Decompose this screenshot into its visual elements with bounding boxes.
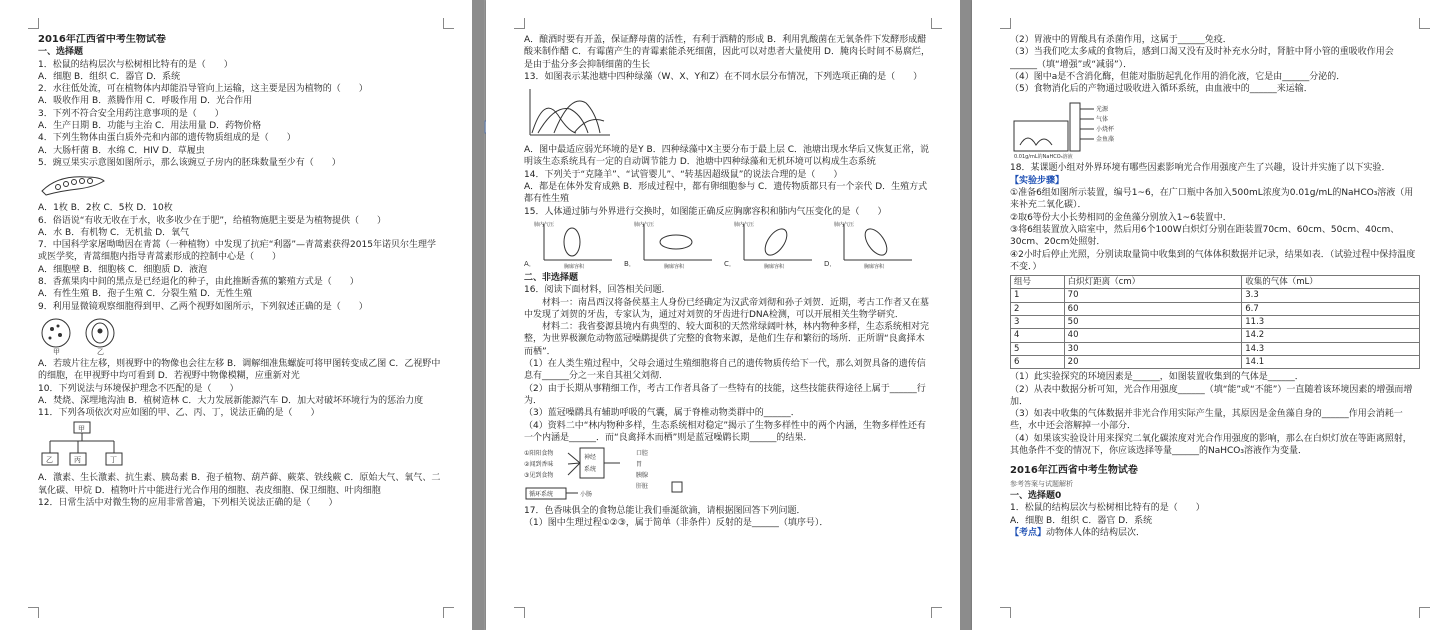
- question-line: 材料二：我省婺源县境内有典型的、较大面积的天然常绿阔叶林，林内物种多样，生态系统相对完整，为世界极濒危动物蓝冠噪鹛提供了完整的食物来源，是他们生存和繁衍的场所．正所谓“良禽择木而栖”．: [524, 322, 930, 357]
- table-cell: 60: [1064, 302, 1242, 315]
- table-cell: 4: [1011, 329, 1065, 342]
- page-corner-mark: [1000, 18, 1011, 29]
- page-corner-mark: [443, 607, 454, 618]
- question-line: 10．下列说法与环境保护理念不匹配的是（ ）: [38, 383, 239, 394]
- svg-text:小烧杯: 小烧杯: [1096, 126, 1115, 134]
- question-line: 16．阅读下面材料，回答相关问题．: [524, 285, 671, 296]
- table-cell: 70: [1064, 289, 1242, 302]
- question-line: A．大肠杆菌 B．水绵 C．HIV D．草履虫: [38, 145, 205, 156]
- question-line: 9．利用显微镜观察细胞得到甲、乙两个视野如图所示，下列叙述正确的是（ ）: [38, 301, 368, 312]
- question-line: ④2小时后停止光照，分别读取量筒中收集到的气体体积数据并记录，结果如表．（试验过程中保持温度不变．）: [1010, 249, 1416, 272]
- svg-text:小肠: 小肠: [580, 491, 593, 499]
- svg-text:胰腺: 胰腺: [636, 472, 649, 480]
- svg-text:②闻到香味: ②闻到香味: [524, 461, 554, 469]
- svg-text:肺内气压: 肺内气压: [634, 221, 655, 228]
- table-cell: 20: [1064, 355, 1242, 368]
- svg-text:胸廓容积: 胸廓容积: [664, 263, 685, 270]
- graph-option-a: [524, 220, 616, 270]
- question-line: A．有性生殖 B．孢子生殖 C．分裂生殖 D．无性生殖: [38, 289, 253, 300]
- question-line: （1）此实验探究的环境因素是______，如图装置收集到的气体是______．: [1010, 372, 1304, 383]
- table-cell: 14.3: [1242, 342, 1420, 355]
- question-line: （4）资料二中“林内物种多样，生态系统相对稳定”揭示了生物多样性中的两个内涵，生物多样性还有一个内涵是______．而“良禽择木而栖”则是蓝冠噪鹛长期______的结果．: [524, 420, 927, 443]
- section-heading: 一、选择题0: [1010, 490, 1062, 501]
- question-line: （2）由于长期从事精细工作，考古工作者具备了一些特有的技能，这些技能获得途径上属于______行为．: [524, 383, 926, 406]
- table-cell: 1: [1011, 289, 1065, 302]
- svg-text:0.01g/mL的NaHCO₃溶液: 0.01g/mL的NaHCO₃溶液: [1014, 154, 1073, 160]
- tree-node-label: 丁: [110, 456, 117, 465]
- question-line: 2．水往低处流，可在植物体内却能沿导管向上运输，这主要是因为植物的（ ）: [38, 84, 368, 95]
- question-line: A．都是在体外发育成熟 B．形成过程中，都有卵细胞参与 C．遗传物质都只有一个亲代 D．生殖方式都有性生殖: [524, 182, 928, 205]
- table-cell: 5: [1011, 342, 1065, 355]
- table-row: [1011, 355, 1420, 368]
- question-line: 15．人体通过肺与外界进行交换时，如图能正确反应胸廓容积和肺内气压变化的是（ ）: [524, 206, 887, 217]
- question-line: 13．如图表示某池塘中四种绿藻（W、X、Y和Z）在不同水层分布情况，下列选项正确的是（ ）: [524, 71, 923, 82]
- svg-text:气体: 气体: [1096, 116, 1109, 124]
- table-cell: 14.1: [1242, 355, 1420, 368]
- question-line: （4）如果该实验设计用来探究二氧化碳浓度对光合作用强度的影响，那么在白炽灯放在等距离照射，其他条件不变的情况下，你应该选择等量______的NaHCO₃溶液作为变量．: [1010, 433, 1412, 457]
- kaodian-line: [1010, 527, 1420, 539]
- svg-text:A．: A．: [524, 259, 536, 268]
- page-corner-mark: [1419, 18, 1430, 29]
- question-line: A．1枚 B．2枚 C．5枚 D．10枚: [38, 203, 173, 214]
- question-line: （2）从表中数据分析可知，光合作用强度______（填“能”或“不能”）一直随着该环境因素的增强而增加．: [1010, 384, 1413, 407]
- question-line: （3）如表中收集的气体数据并非光合作用实际产生量，其原因是金鱼藻自身的______作用会消耗一些，水中还会溶解掉一小部分．: [1010, 409, 1403, 432]
- table-cell: 6.7: [1242, 302, 1420, 315]
- question-line: ①准备6组如图所示装置，编号1~6，在广口瓶中各加入500mL浓度为0.01g/mL的NaHCO₃溶液（用来补充二氧化碳）．: [1010, 188, 1414, 211]
- svg-text:口腔: 口腔: [636, 450, 649, 458]
- table-row: [1011, 329, 1420, 342]
- breathing-graphs: [524, 220, 932, 270]
- question-line: A．水 B．有机物 C．无机盐 D．氧气: [38, 227, 190, 238]
- page-corner-mark: [1419, 607, 1430, 618]
- figure-label: 乙: [97, 347, 104, 355]
- table-cell: 50: [1064, 316, 1242, 329]
- question-line: A．激素、生长激素、抗生素、胰岛素 B．孢子植物、葫芦藓、蕨菜、铁线蕨 C．原始大气、氧气、二氧化碳、甲烷 D．植物叶片中能进行光合作用的细胞、表皮细胞、保卫细胞、叶肉细胞: [38, 473, 441, 496]
- question-line: 17．色香味俱全的食物总能让我们垂涎欲滴，请根据图回答下列问题．: [524, 506, 806, 517]
- experiment-apparatus-figure: [1010, 97, 1420, 159]
- kaodian-tag: 【考点】: [1010, 527, 1047, 538]
- svg-text:循环系统: 循环系统: [529, 491, 554, 499]
- page-corner-mark: [514, 18, 525, 29]
- page-gap: [472, 0, 484, 630]
- page-corner-mark: [1000, 607, 1011, 618]
- page-corner-mark: [28, 18, 39, 29]
- svg-text:系统: 系统: [584, 466, 597, 474]
- tree-node-label: 甲: [78, 425, 85, 434]
- graph-option-c: [724, 220, 816, 270]
- question-line: A．细胞 B．组织 C．器官 D．系统: [38, 71, 181, 82]
- hierarchy-diagram: [38, 421, 444, 469]
- svg-text:肺内气压: 肺内气压: [834, 221, 855, 228]
- question-line: 7．中国科学家屠呦呦因在青蒿（一种植物）中发现了抗疟“利器”—青蒿素获得2015年诺贝尔生理学或医学奖，青蒿细胞内指导青蒿素形成的控制中心是（ ）: [38, 240, 436, 263]
- question-line: ③将6组装置放入暗室中，然后用6个100W白炽灯分别在距装置70cm、60cm、50cm、40cm、30cm、20cm处照射．: [1010, 224, 1400, 248]
- exam-title: 2016年江西省中考生物试卷: [38, 34, 166, 45]
- svg-text:肝脏: 肝脏: [636, 483, 649, 491]
- table-cell: 3: [1011, 316, 1065, 329]
- question-line: （1）图中生理过程①②③，属于简单（非条件）反射的是______（填序号）．: [524, 518, 829, 529]
- question-line: A．细胞壁 B．细胞核 C．细胞质 D．液泡: [38, 264, 208, 275]
- question-line: 1．松鼠的结构层次与松树相比特有的是（ ）: [38, 59, 233, 70]
- table-cell: 14.2: [1242, 329, 1420, 342]
- tree-node-label: 丙: [74, 456, 81, 465]
- document-page-3: [972, 0, 1448, 630]
- svg-text:③见到食物: ③见到食物: [524, 472, 554, 480]
- table-cell: 40: [1064, 329, 1242, 342]
- svg-text:胸廓容积: 胸廓容积: [764, 263, 785, 270]
- digestion-diagram: [524, 446, 932, 502]
- document-page-2: [486, 0, 960, 630]
- question-line: A．吸收作用 B．蒸腾作用 C．呼吸作用 D．光合作用: [38, 96, 253, 107]
- answer-title: 2016年江西省中考生物试卷: [1010, 465, 1138, 477]
- question-line: （3）蓝冠噪鹛具有辅助呼吸的气囊，属于脊椎动物类群中的______．: [524, 408, 800, 419]
- table-cell: 11.3: [1242, 316, 1420, 329]
- question-line: A．焚烧、深埋地沟油 B．植树造林 C．大力发展新能源汽车 D．加大对破坏环境行为的惩治力度: [38, 395, 424, 406]
- table-row: [1011, 302, 1420, 315]
- page-corner-mark: [28, 607, 39, 618]
- figure-label: 甲: [53, 347, 60, 355]
- svg-text:肺内气压: 肺内气压: [534, 221, 555, 228]
- algae-distribution-figure: [524, 85, 932, 141]
- table-row: [1011, 289, 1420, 302]
- table-cell: 3.3: [1242, 289, 1420, 302]
- tree-node-label: 乙: [46, 456, 53, 465]
- svg-text:胸廓容积: 胸廓容积: [864, 263, 885, 270]
- page-1-content: [38, 34, 444, 606]
- question-line: （1）在人类生殖过程中，父母会通过生殖细胞将自己的遗传物质传给下一代，那么刘贺具备的遗传信息有______分之一来自其祖父刘彻．: [524, 359, 926, 382]
- document-page-1: [0, 0, 472, 630]
- answer-subtitle: 参考答案与试题解析: [1010, 479, 1073, 488]
- page-2-content: [524, 34, 932, 606]
- table-header-cell: 收集的气体（mL）: [1242, 276, 1420, 289]
- svg-text:C．: C．: [724, 259, 736, 268]
- section-heading: 一、选择题: [38, 47, 84, 58]
- page-3-content: [1010, 34, 1420, 606]
- svg-text:胃: 胃: [636, 461, 643, 469]
- table-row: [1011, 316, 1420, 329]
- table-row: [1011, 342, 1420, 355]
- question-line: 4．下列生物体由蛋白质外壳和内部的遗传物质组成的是（ ）: [38, 133, 296, 144]
- svg-text:光源: 光源: [1096, 106, 1109, 114]
- graph-option-b: [624, 220, 716, 270]
- page-corner-mark: [443, 18, 454, 29]
- table-header-row: [1011, 276, 1420, 289]
- svg-text:胸廓容积: 胸廓容积: [564, 263, 585, 270]
- section-heading: 二、非选择题: [524, 272, 579, 283]
- question-line: 5．豌豆果实示意图如图所示，那么该豌豆子房内的胚珠数量至少有（ ）: [38, 157, 341, 168]
- question-line: 1．松鼠的结构层次与松树相比特有的是（ ）: [1010, 503, 1205, 514]
- question-line: 11．下列各项依次对应如图的甲、乙、丙、丁，说法正确的是（ ）: [38, 408, 320, 419]
- experiment-steps-heading: 【实验步骤】: [1010, 175, 1065, 186]
- page-gap: [960, 0, 972, 630]
- question-line: A．酿酒时要有开盖，保证酵母菌的活性，有利于酒精的形成 B．利用乳酸菌在无氧条件下发酵形成醋酸来制作醋 C．有霉菌产生的青霉素能杀死细菌，因此可以对患者大量使用 D．腌肉长时间不易腐烂，是由于盐分多会抑制细菌的生长: [524, 35, 930, 70]
- question-line: 材料一：南昌西汉将备侯墓主人身份已经确定为汉武帝刘彻和孙子刘贺．近期，考古工作者又在墓中发现了刘贺的牙齿，专家认为，通过对刘贺的牙齿进行DNA检测，可以开展相关生物学研究．: [524, 297, 930, 320]
- svg-text:D．: D．: [824, 259, 837, 268]
- question-line: A．细胞 B．组织 C．器官 D．系统: [1010, 515, 1153, 526]
- pea-pod-figure: [38, 171, 444, 199]
- question-line: 8．香蕉果肉中间的黑点是已经退化的种子，由此推断香蕉的繁殖方式是（ ）: [38, 277, 359, 288]
- question-line: （2）胃液中的胃酸具有杀菌作用，这属于______免疫．: [1010, 35, 1232, 45]
- table-cell: 6: [1011, 355, 1065, 368]
- question-line: ②取6等份大小长势相同的金鱼藻分别放入1~6装置中．: [1010, 212, 1232, 223]
- question-line: 12．日常生活中对微生物的应用非常普遍，下列相关说法正确的是（ ）: [38, 498, 338, 509]
- question-line: A．若玻片往左移，则视野中的物像也会往左移 B．调解细准焦螺旋可将甲图转变成乙图 C．乙视野中的细胞，在甲视野中均可看到 D．若视野中物像模糊，应重新对光: [38, 358, 441, 382]
- kaodian-text: 动物体人体的结构层次．: [1046, 527, 1146, 538]
- svg-text:①阳阳食物: ①阳阳食物: [524, 450, 554, 458]
- svg-text:肺内气压: 肺内气压: [734, 221, 755, 228]
- page-corner-mark: [514, 607, 525, 618]
- question-line: 3．下列不符合安全用药注意事项的是（ ）: [38, 108, 224, 119]
- table-cell: 2: [1011, 302, 1065, 315]
- svg-text:金鱼藻: 金鱼藻: [1096, 136, 1115, 144]
- results-table: [1010, 275, 1420, 369]
- question-line: A．图中最适应弱光环境的是Y B．四种绿藻中X主要分布于最上层 C．池塘出现水华后又恢复正常，说明该生态系统具有一定的自动调节能力 D．池塘中四种绿藻和无机环境可以构成生态系统: [524, 145, 930, 168]
- page-corner-mark: [931, 607, 942, 618]
- svg-text:神经: 神经: [584, 454, 597, 462]
- question-line: A．生产日期 B．功能与主治 C．用法用量 D．药物价格: [38, 121, 262, 132]
- table-cell: 30: [1064, 342, 1242, 355]
- question-line: 18．某课题小组对外界环境有哪些因素影响光合作用强度产生了兴趣，设计并实施了以下实验．: [1010, 163, 1391, 174]
- question-line: （4）图中a是不含消化酶，但能对脂肪起乳化作用的消化液，它是由______分泌的．: [1010, 71, 1346, 82]
- question-line: （3）当我们吃太多咸的食物后，感到口渴又没有及时补充水分时，肾脏中肾小管的重吸收作用会______（填“增强”或“减弱”）．: [1010, 47, 1394, 70]
- question-line: 14．下列关于“克隆羊”、“试管婴儿”、“转基因超级鼠”的说法合理的是（ ）: [524, 169, 843, 180]
- table-header-cell: 白炽灯距离（cm）: [1064, 276, 1242, 289]
- page-corner-mark: [931, 18, 942, 29]
- svg-text:B．: B．: [624, 259, 636, 268]
- question-line: （5）食物消化后的产物通过吸收进入循环系统，由血液中的______来运输．: [1010, 84, 1313, 95]
- question-line: 6．俗语说“有收无收在于水，收多收少在于肥”，给植物施肥主要是为植物提供（ ）: [38, 215, 387, 226]
- microscope-views-figure: [38, 315, 444, 355]
- graph-option-d: [824, 220, 916, 270]
- table-header-cell: 组号: [1011, 276, 1065, 289]
